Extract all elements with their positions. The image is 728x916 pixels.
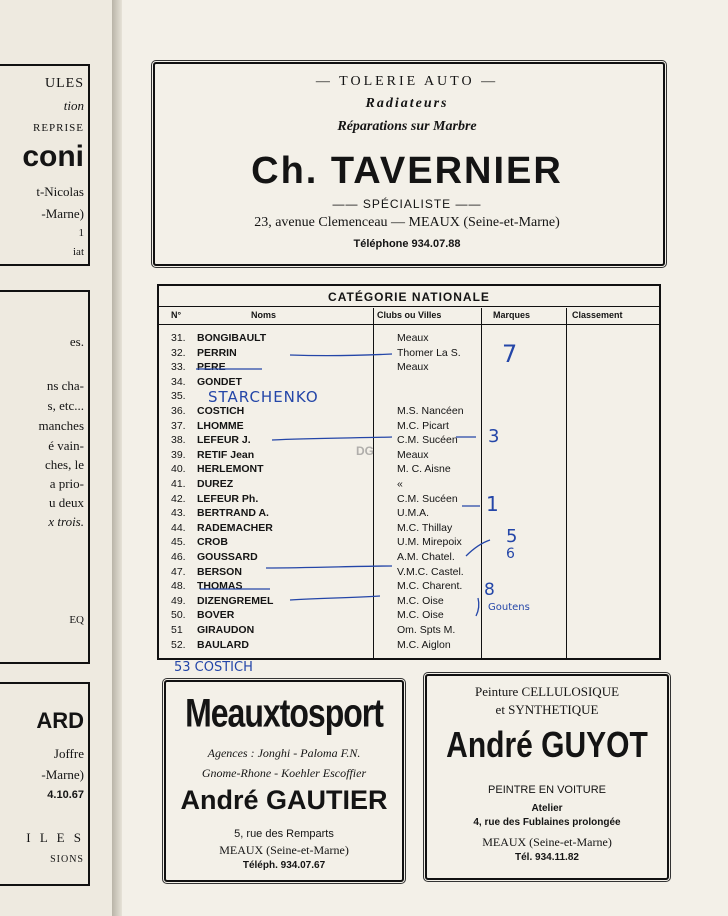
row-name: RETIF Jean (197, 448, 255, 461)
left-text: es. (69, 334, 84, 349)
guyot-phone: Tél. 934.11.82 (515, 852, 579, 863)
row-name: LHOMME (197, 419, 244, 432)
row-club: Thomer La S. (397, 346, 461, 359)
row-number: 45. (171, 536, 186, 549)
row-name: GONDET (197, 375, 242, 388)
row-number: 38. (171, 434, 186, 447)
guyot-name: André GUYOT (446, 726, 648, 766)
row-number: 43. (171, 507, 186, 520)
ad-top-specialty: —— SPÉCIALISTE —— (332, 197, 482, 211)
pen-tick (476, 598, 479, 616)
row-name: BOVER (197, 609, 235, 622)
gautier-city: MEAUX (Seine-et-Marne) (219, 843, 349, 857)
left-text: iat (73, 246, 84, 258)
ad-top-line3: Réparations sur Marbre (337, 119, 477, 134)
header-number: N° (171, 310, 182, 320)
header-names: Noms (251, 310, 277, 320)
guyot-line2: et SYNTHETIQUE (495, 702, 599, 717)
row-number: 40. (171, 463, 186, 476)
ad-top-phone: Téléphone 934.07.88 (353, 238, 461, 250)
row-number: 52. (171, 638, 186, 651)
row-club: Meaux (397, 361, 429, 374)
row-number: 32. (171, 346, 186, 359)
left-text: Joffre (53, 746, 84, 761)
ad-top-address: 23, avenue Clemenceau — MEAUX (Seine-et-Marne) (254, 215, 560, 230)
left-text: ches, le (45, 457, 84, 472)
guyot-line1: Peinture CELLULOSIQUE (474, 684, 620, 699)
row-name: PERRIN (197, 346, 237, 359)
row-name: RADEMACHER (197, 521, 273, 534)
row-number: 47. (171, 565, 186, 578)
left-text: I L E S (26, 830, 84, 845)
row-name: CROB (197, 536, 228, 549)
row-club: U.M. Mirepoix (397, 536, 462, 549)
left-text: t-Nicolas (36, 184, 84, 199)
left-text: -Marne) (41, 206, 84, 221)
left-text: x trois. (48, 514, 84, 529)
left-text: EQ (69, 614, 84, 626)
gautier-address: 5, rue des Remparts (234, 828, 334, 840)
row-number: 46. (171, 551, 186, 563)
header-clubs: Clubs ou Villes (377, 310, 442, 320)
row-number: 41. (171, 478, 186, 490)
row-name: BAULARD (197, 638, 249, 651)
row-number: 31. (171, 332, 186, 344)
row-number: 33. (171, 361, 186, 374)
handwriting-mark: 7 (502, 340, 518, 368)
left-text: ns cha- (46, 378, 84, 393)
header-marques: Marques (493, 310, 531, 320)
row-number: 42. (171, 492, 186, 505)
left-text: é vain- (48, 438, 84, 453)
handwriting-starchenko: STARCHENKO (208, 388, 319, 406)
row-number: 39. (171, 448, 186, 461)
row-number: 50. (171, 609, 186, 622)
row-number: 36. (171, 405, 186, 417)
row-club: M. C. Aisne (397, 463, 451, 476)
handwriting-note: Goutens (488, 602, 530, 613)
row-number: 35. (171, 390, 186, 403)
row-name: BERSON (197, 565, 242, 578)
left-text: ULES (45, 76, 84, 91)
handwriting-mark: 1 (486, 492, 499, 516)
row-club: M.C. Oise (397, 594, 444, 607)
guyot-city: MEAUX (Seine-et-Marne) (482, 835, 612, 849)
handwriting-mark: 5 (506, 526, 518, 547)
left-text: s, etc... (47, 398, 84, 413)
row-name: BONGIBAULT (197, 332, 267, 344)
handwriting-costich: 53 COSTICH (174, 660, 253, 675)
gautier-agencies-2: Gnome-Rhone - Koehler Escoffier (201, 766, 367, 780)
gautier-name: André GAUTIER (180, 785, 388, 815)
left-text: REPRISE (32, 122, 84, 134)
left-text: tion (63, 98, 84, 113)
table-title: CATÉGORIE NATIONALE (328, 290, 490, 304)
row-club: Om. Spts M. (397, 624, 456, 636)
left-text: ARD (36, 708, 84, 733)
left-text: a prio- (49, 476, 84, 491)
header-classement: Classement (572, 310, 623, 320)
row-name: LEFEUR Ph. (197, 492, 259, 505)
row-name: DUREZ (197, 478, 234, 490)
guyot-atelier: Atelier (531, 803, 563, 814)
handwriting-mark: 8 (484, 580, 495, 600)
pen-line (290, 596, 380, 600)
row-number: 37. (171, 419, 186, 432)
left-text: SIONS (50, 854, 84, 865)
row-club: Meaux (397, 448, 429, 461)
row-name: GIRAUDON (197, 624, 255, 636)
row-club: V.M.C. Castel. (397, 565, 464, 578)
pen-line (272, 437, 392, 440)
ad-top-line1: — TOLERIE AUTO — (315, 74, 499, 89)
row-number: 34. (171, 375, 186, 388)
left-text: u deux (48, 495, 84, 510)
left-text: 1 (78, 227, 84, 239)
row-club: Meaux (397, 332, 429, 344)
handwriting-mark: 3 (488, 426, 500, 447)
row-club: M.C. Oise (397, 609, 444, 622)
row-number: 51 (171, 624, 183, 636)
row-club: U.M.A. (397, 507, 430, 520)
watermark: DG (356, 444, 374, 458)
guyot-address: 4, rue des Fublaines prolongée (473, 817, 621, 828)
row-club: M.C. Aiglon (397, 638, 451, 651)
pen-line (266, 566, 392, 568)
row-club: « (397, 478, 403, 490)
gautier-brand: Meauxtosport (185, 690, 383, 735)
row-club: A.M. Chatel. (397, 551, 455, 563)
row-name: THOMAS (197, 580, 243, 593)
row-number: 48. (171, 580, 186, 593)
row-number: 44. (171, 521, 186, 534)
row-club: M.C. Thillay (397, 521, 453, 534)
row-name: DIZENGREMEL (197, 594, 274, 607)
gautier-agencies-1: Agences : Jonghi - Paloma F.N. (207, 746, 361, 760)
left-text: coni (22, 140, 84, 173)
ad-top-line2: Radiateurs (365, 96, 449, 111)
row-name: GOUSSARD (197, 551, 258, 563)
handwriting-mark: 6 (506, 546, 515, 562)
row-name: PERE (197, 361, 226, 374)
row-number: 49. (171, 594, 186, 607)
row-name: COSTICH (197, 405, 245, 417)
left-text: manches (38, 418, 84, 433)
pen-dash (466, 540, 490, 556)
left-text: 4.10.67 (47, 789, 84, 801)
row-club: M.S. Nancéen (397, 405, 464, 417)
row-club: C.M. Sucéen (397, 434, 458, 447)
row-name: LEFEUR J. (197, 434, 251, 447)
row-name: BERTRAND A. (197, 507, 269, 520)
guyot-trade: PEINTRE EN VOITURE (488, 784, 606, 796)
row-club: M.C. Charent. (397, 580, 463, 593)
left-text: -Marne) (41, 767, 84, 782)
row-name: HERLEMONT (197, 463, 264, 476)
row-club: C.M. Sucéen (397, 492, 458, 505)
pen-line (290, 354, 392, 356)
row-club: M.C. Picart (397, 419, 449, 432)
gautier-phone: Téléph. 934.07.67 (242, 860, 326, 871)
ad-top-name: Ch. TAVERNIER (251, 150, 563, 192)
